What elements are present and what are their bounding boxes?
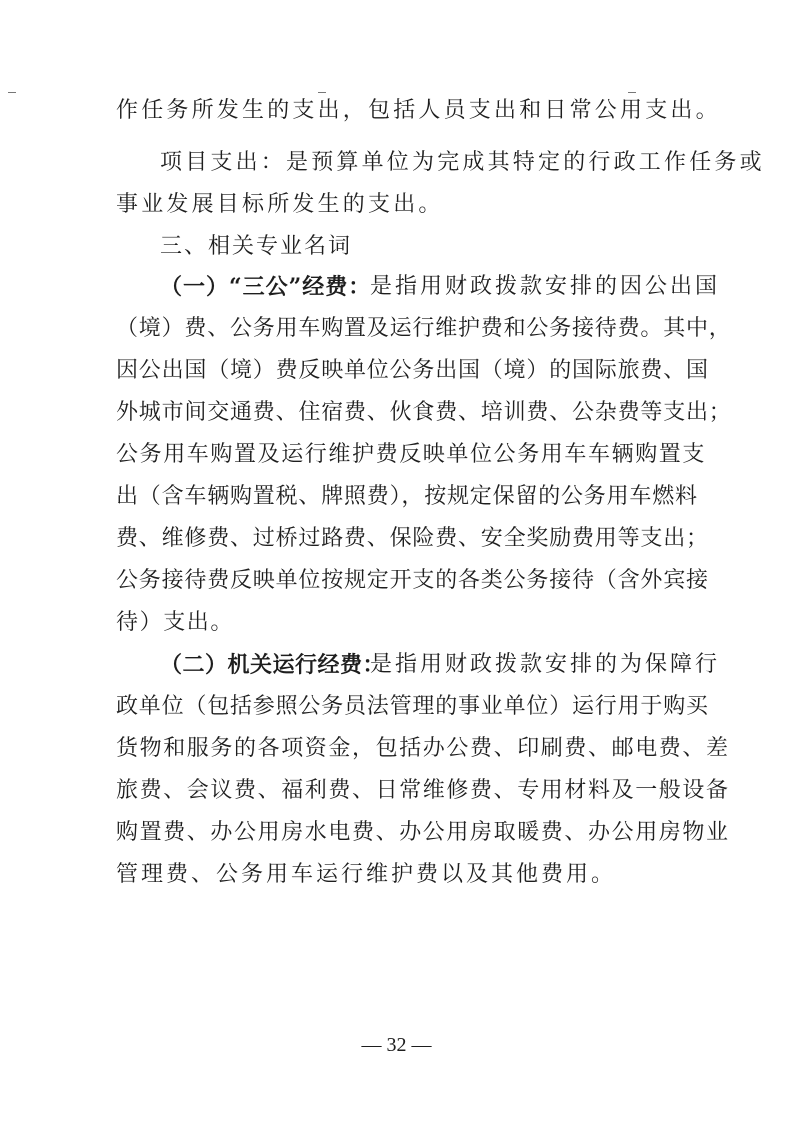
text-line: 政单位（包括参照公务员法管理的事业单位）运行用于购买 [116, 694, 709, 719]
text-line: 外城市间交通费、住宿费、伙食费、培训费、公杂费等支出； [116, 400, 732, 425]
text-line: 费、维修费、过桥过路费、保险费、安全奖励费用等支出； [116, 526, 709, 551]
scan-mark [8, 92, 16, 93]
text-line: （境）费、公务用车购置及运行维护费和公务接待费。其中， [116, 316, 732, 341]
paragraph-line [0, 524, 793, 554]
text-line: 待）支出。 [116, 610, 235, 635]
heading-text: 三、相关专业名词 [160, 234, 353, 259]
paragraph-line [0, 272, 793, 302]
scan-mark [318, 92, 326, 93]
text-line: 购置费、办公用房水电费、办公用房取暖费、办公用房物业 [116, 820, 730, 845]
bold-lead: （一）“三公”经费： [160, 274, 372, 300]
paragraph-line [0, 96, 793, 126]
paragraph-line [0, 734, 793, 764]
paragraph-line [0, 776, 793, 806]
text-line: 出（含车辆购置税、牌照费），按规定保留的公务用车燃料 [116, 484, 698, 509]
paragraph-line [0, 398, 793, 428]
section-heading [0, 232, 793, 262]
paragraph-line [0, 818, 793, 848]
text-line: 公务用车购置及运行维护费反映单位公务用车车辆购置支 [116, 442, 707, 467]
paragraph-line [0, 608, 793, 638]
paragraph-line [0, 650, 793, 680]
page-number: — 32 — [361, 1034, 432, 1056]
paragraph-line [0, 482, 793, 512]
paragraph-line [0, 190, 793, 220]
text-line: 作任务所发生的支出，包括人员支出和日常公用支出。 [116, 98, 721, 123]
paragraph-line [0, 860, 793, 890]
paragraph-line [0, 148, 793, 178]
text-line: 是指用财政拨款安排的为保障行 [370, 652, 721, 677]
text-line: 因公出国（境）费反映单位公务出国（境）的国际旅费、国 [116, 358, 709, 383]
paragraph-line [0, 314, 793, 344]
text-line: 货物和服务的各项资金，包括办公费、印刷费、邮电费、差 [116, 736, 730, 761]
text-line: 事业发展目标所发生的支出。 [116, 192, 444, 217]
paragraph-line [0, 440, 793, 470]
paragraph-line [0, 356, 793, 386]
paragraph-line [0, 692, 793, 722]
paragraph-line [0, 566, 793, 596]
bold-lead: （二）机关运行经费： [160, 652, 386, 678]
scan-mark [628, 92, 636, 93]
text-line: 管理费、公务用车运行维护费以及其他费用。 [116, 862, 617, 887]
text-line: 公务接待费反映单位按规定开支的各类公务接待（含外宾接 [116, 568, 709, 593]
text-line: 是指用财政拨款安排的因公出国 [370, 274, 721, 299]
text-line: 旅费、会议费、福利费、日常维修费、专用材料及一般设备 [116, 778, 730, 803]
text-line: 项目支出：是预算单位为完成其特定的行政工作任务或 [160, 150, 765, 175]
